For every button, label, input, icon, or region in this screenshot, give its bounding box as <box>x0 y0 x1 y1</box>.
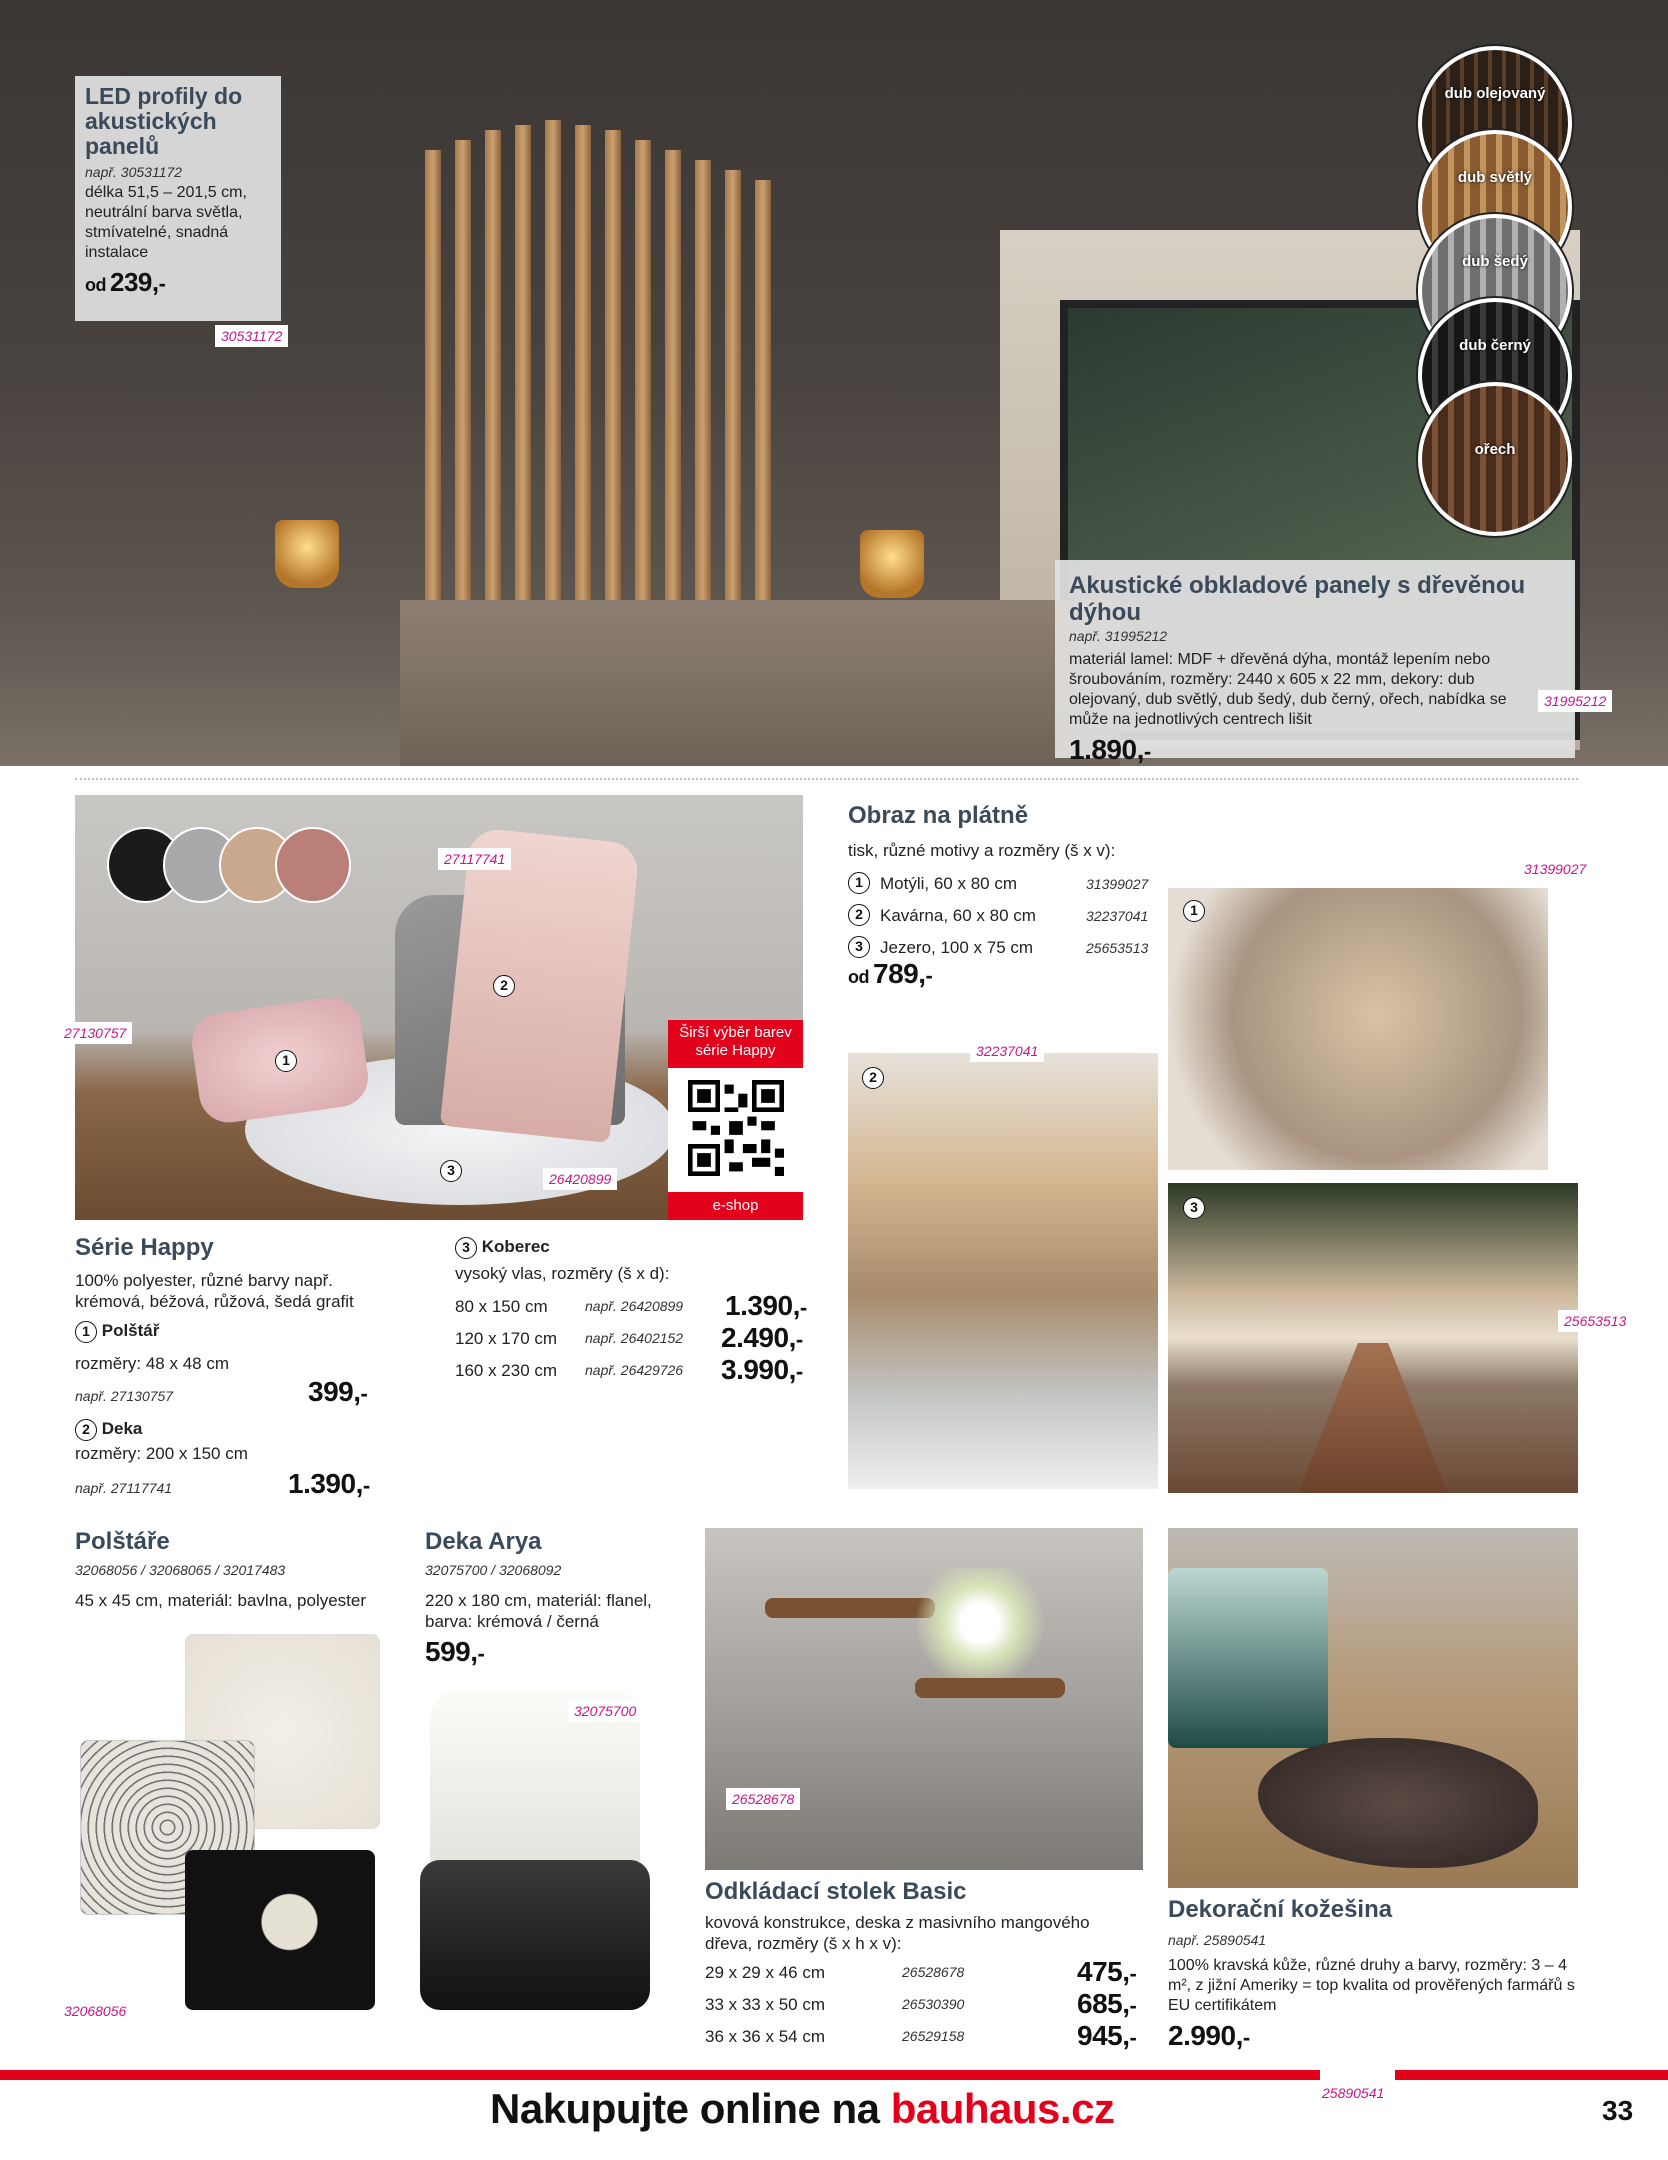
happy-item2-price: 1.390,- <box>288 1468 370 1499</box>
pillow-code: 27130757 <box>58 1022 132 1044</box>
pendant-lamp <box>860 530 924 598</box>
list-item: 2 Kavárna, 60 x 80 cm 32237041 <box>848 900 1158 932</box>
stolek-price-table <box>705 1956 1143 2052</box>
blanket-photo <box>410 1680 665 2015</box>
painting3-code: 25653513 <box>1558 1310 1632 1332</box>
qr-heading: Širší výběr barev série Happy <box>668 1020 803 1068</box>
swatch-dub-cerny: dub černý <box>1418 298 1572 452</box>
led-info-box <box>75 76 281 321</box>
panels-title: Akustické obkladové panely s dřevěnou dýhou <box>1069 572 1526 626</box>
arya-code: 32075700 <box>568 1700 642 1722</box>
hero-bed <box>400 600 1120 766</box>
happy-item1-sku: např. 27130757 <box>75 1388 174 1404</box>
table-row: 120 x 170 cm např. 26402152 2.490,- <box>455 1322 803 1353</box>
arya-price: 599,- <box>425 1636 485 1667</box>
dock <box>1298 1343 1448 1493</box>
led-sku: např. 30531172 <box>85 164 183 180</box>
marker-1: 1 <box>275 1050 297 1072</box>
eshop-label[interactable]: e-shop <box>668 1192 803 1220</box>
panels-desc: materiál lamel: MDF + dřevěná dýha, montáž lepením nebo šroubováním, rozměry: 2440 x 605 x 22 mm, dekory: dub olejovaný, dub světlý, dub šedý, dub černý, ořech, nabídka se může na jednotlivých centrech lišit <box>1069 651 1507 728</box>
list-item: 1 Motýli, 60 x 80 cm 31399027 <box>848 868 1158 900</box>
table-row: 80 x 150 cm např. 26420899 1.390,- <box>455 1290 807 1321</box>
arya-desc: 220 x 180 cm, materiál: flanel, barva: krémová / černá <box>425 1591 652 1631</box>
painting1-code: 31399027 <box>1518 858 1592 880</box>
polstare-code: 32068056 <box>58 2000 132 2022</box>
table-row: 160 x 230 cm např. 26429726 3.990,- <box>455 1354 803 1385</box>
kozesina-code: 25890541 <box>1322 2085 1385 2101</box>
stolek-title: Odkládací stolek Basic <box>705 1878 967 1905</box>
panels-code: 31995212 <box>1538 690 1612 712</box>
footer-bar <box>1395 2070 1668 2080</box>
kozesina-desc: 100% kravská kůže, různé druhy a barvy, rozměry: 3 – 4 m², z jižní Ameriky = top kvalita od prověřených farmářů s EU certifikátem <box>1168 1957 1575 2014</box>
polstare-title: Polštáře <box>75 1528 170 1555</box>
cowhide-photo <box>1168 1528 1578 1888</box>
swatch-orech: ořech <box>1418 382 1572 536</box>
happy-title: Série Happy <box>75 1234 214 1261</box>
swatch-dub-svetly: dub světlý <box>1418 130 1572 284</box>
marker-2: 2 <box>493 975 515 997</box>
arya-title: Deka Arya <box>425 1528 542 1555</box>
painting-lake: 3 <box>1168 1183 1578 1493</box>
polstare-sku: 32068056 / 32068065 / 32017483 <box>75 1562 286 1578</box>
led-desc: délka 51,5 – 201,5 cm, neutrální barva světla, stmívatelné, snadná instalace <box>85 184 247 261</box>
table-row: 33 x 33 x 50 cm 26530390 685,- <box>705 1988 1137 2019</box>
happy-item1-head: 1 Polštář <box>75 1320 159 1343</box>
footer-slogan: Nakupujte online na bauhaus.cz <box>490 2085 1115 2132</box>
painting2-code: 32237041 <box>970 1040 1044 1062</box>
panels-price: 1.890,- <box>1069 734 1151 765</box>
happy-item2-size: rozměry: 200 x 150 cm <box>75 1444 248 1463</box>
color-dot <box>275 827 351 903</box>
page-number: 33 <box>1602 2095 1634 2126</box>
obraz-list <box>848 868 1158 964</box>
painting-butterflies: 1 <box>1168 888 1548 1170</box>
happy-item1-size: rozměry: 48 x 48 cm <box>75 1354 229 1373</box>
led-price: od 239,- <box>85 267 166 297</box>
happy-item2-head: 2 Deka <box>75 1418 142 1441</box>
list-item: 3 Jezero, 100 x 75 cm 25653513 <box>848 932 1158 964</box>
happy-item2-sku: např. 27117741 <box>75 1480 173 1496</box>
happy-desc: 100% polyester, různé barvy např. krémová, béžová, růžová, šedá grafit <box>75 1271 354 1311</box>
swatch-dub-olejovany: dub olejovaný <box>1418 46 1572 200</box>
pendant-lamp <box>275 520 339 588</box>
stolek-code: 26528678 <box>726 1788 800 1810</box>
arya-sku: 32075700 / 32068092 <box>425 1562 562 1578</box>
blanket-code: 27117741 <box>438 848 511 870</box>
qr-box[interactable] <box>668 1020 803 1220</box>
marker-3: 3 <box>440 1160 462 1182</box>
led-code: 30531172 <box>215 325 288 347</box>
table-row: 29 x 29 x 46 cm 26528678 475,- <box>705 1956 1137 1987</box>
blanket <box>440 827 640 1143</box>
kozesina-title: Dekorační kožešina <box>1168 1896 1393 1923</box>
painting-cafe: 2 <box>848 1053 1158 1489</box>
rug-price-table <box>455 1290 815 1386</box>
kozesina-price: 2.990,- <box>1168 2020 1250 2051</box>
led-title: LED profily do akustických panelů <box>85 83 243 159</box>
rug-code: 26420899 <box>543 1168 617 1190</box>
footer-link[interactable]: bauhaus.cz <box>890 2085 1115 2132</box>
kozesina-sku: např. 25890541 <box>1168 1932 1267 1948</box>
obraz-price: od 789,- <box>848 958 933 989</box>
table-row: 36 x 36 x 54 cm 26529158 945,- <box>705 2020 1137 2051</box>
stolek-desc: kovová konstrukce, deska z masivního mangového dřeva, rozměry (š x h x v): <box>705 1913 1090 1953</box>
happy-item3-desc: vysoký vlas, rozměry (š x d): <box>455 1264 670 1283</box>
polstare-desc: 45 x 45 cm, materiál: bavlna, polyester <box>75 1591 367 1610</box>
panels-sku: např. 31995212 <box>1069 628 1168 644</box>
swatch-dub-sedy: dub šedý <box>1418 214 1572 368</box>
happy-item3-head: 3 Koberec <box>455 1236 550 1259</box>
happy-item1-price: 399,- <box>308 1376 368 1407</box>
footer-bar <box>0 2070 1320 2080</box>
obraz-desc: tisk, různé motivy a rozměry (š x v): <box>848 841 1116 860</box>
side-table-photo <box>705 1528 1143 1870</box>
panels-info-box <box>1055 560 1575 765</box>
divider <box>75 778 1578 780</box>
qr-code-icon[interactable] <box>688 1080 784 1176</box>
obraz-title: Obraz na plátně <box>848 802 1029 829</box>
pillows-photo <box>75 1620 395 2015</box>
